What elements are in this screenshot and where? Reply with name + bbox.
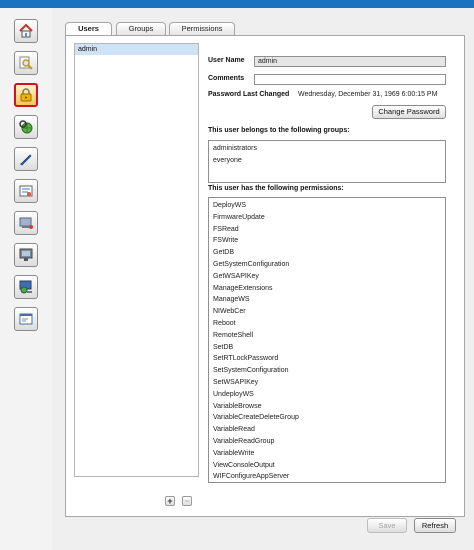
configuration-icon: [18, 183, 34, 199]
comments-field[interactable]: [254, 74, 446, 85]
security-button[interactable]: [14, 83, 38, 107]
comments-label: Comments: [208, 75, 245, 82]
permission-item: VariableCreateDeleteGroup: [213, 414, 299, 422]
permission-item: FirmwareUpdate: [213, 213, 265, 221]
network-globe-icon: [18, 119, 34, 135]
security-lock-icon: [18, 87, 34, 103]
add-user-button[interactable]: +: [165, 496, 175, 506]
permission-item: ViewConsoleOutput: [213, 461, 275, 469]
permission-item: RemoteShell: [213, 331, 254, 339]
permissions-heading: This user has the following permissions:: [208, 185, 344, 192]
permission-item: NIWebCer: [213, 308, 246, 316]
sidebar: [0, 8, 53, 550]
permission-item: DeployWS: [213, 202, 247, 209]
monitor-button[interactable]: [14, 243, 38, 267]
permission-item: SetDB: [213, 343, 234, 351]
network-button[interactable]: [14, 115, 38, 139]
groups-list[interactable]: [208, 140, 446, 183]
console-window-icon: [18, 311, 34, 327]
group-item: administrators: [213, 145, 257, 152]
home-button[interactable]: [14, 19, 38, 43]
permission-item: FSWrite: [213, 237, 239, 245]
permission-item: VariableReadGroup: [213, 437, 275, 445]
console-button[interactable]: [14, 307, 38, 331]
top-bar: [0, 0, 474, 8]
permission-item: VariableWrite: [213, 449, 255, 457]
home-icon: [18, 23, 34, 39]
permission-item: GetDB: [213, 249, 235, 257]
web-server-button[interactable]: [14, 275, 38, 299]
permission-item: VariableBrowse: [213, 402, 262, 410]
remove-user-button[interactable]: −: [182, 496, 192, 506]
permission-item: GetWSAPIKey: [213, 272, 259, 280]
password-changed-label: Password Last Changed: [208, 91, 290, 98]
hardware-button[interactable]: [14, 211, 38, 235]
password-changed-value: Wednesday, December 31, 1969 6:00:15 PM: [298, 91, 438, 98]
permission-item: Reboot: [213, 319, 236, 327]
permissions-list[interactable]: [208, 197, 446, 483]
permission-item: SetRTLockPassword: [213, 355, 279, 363]
web-server-icon: [18, 279, 34, 295]
user-list-item[interactable]: admin: [75, 44, 198, 55]
user-name-label: User Name: [208, 57, 245, 64]
save-button[interactable]: Save: [367, 518, 407, 533]
permission-item: UndeployWS: [213, 390, 254, 398]
permission-item: SetWSAPIKey: [213, 378, 259, 386]
tab-permissions[interactable]: Permissions: [169, 22, 235, 35]
pen-icon: [18, 151, 34, 167]
permission-item: VariableRead: [213, 426, 255, 434]
permission-item: ManageExtensions: [213, 284, 273, 292]
user-name-field[interactable]: admin: [254, 56, 446, 67]
tab-groups[interactable]: Groups: [116, 22, 166, 35]
permission-item: WIFConfigureAppServer: [213, 473, 290, 481]
permission-item: GetSystemConfiguration: [213, 260, 290, 268]
edit-button[interactable]: [14, 147, 38, 171]
monitor-icon: [18, 247, 34, 263]
change-password-button[interactable]: Change Password: [372, 105, 446, 119]
permission-item: ManageWS: [213, 296, 250, 304]
tab-users[interactable]: Users: [65, 22, 112, 36]
main-area: [52, 8, 474, 550]
search-button[interactable]: [14, 51, 38, 75]
hardware-icon: [18, 215, 34, 231]
user-list[interactable]: [74, 43, 199, 477]
permission-item: SetSystemConfiguration: [213, 367, 289, 375]
refresh-button[interactable]: Refresh: [414, 518, 456, 533]
group-item: everyone: [213, 156, 242, 164]
groups-heading: This user belongs to the following groups:: [208, 127, 350, 134]
configuration-button[interactable]: [14, 179, 38, 203]
search-icon: [18, 55, 34, 71]
users-panel: [65, 35, 465, 517]
permission-item: FSRead: [213, 225, 239, 233]
